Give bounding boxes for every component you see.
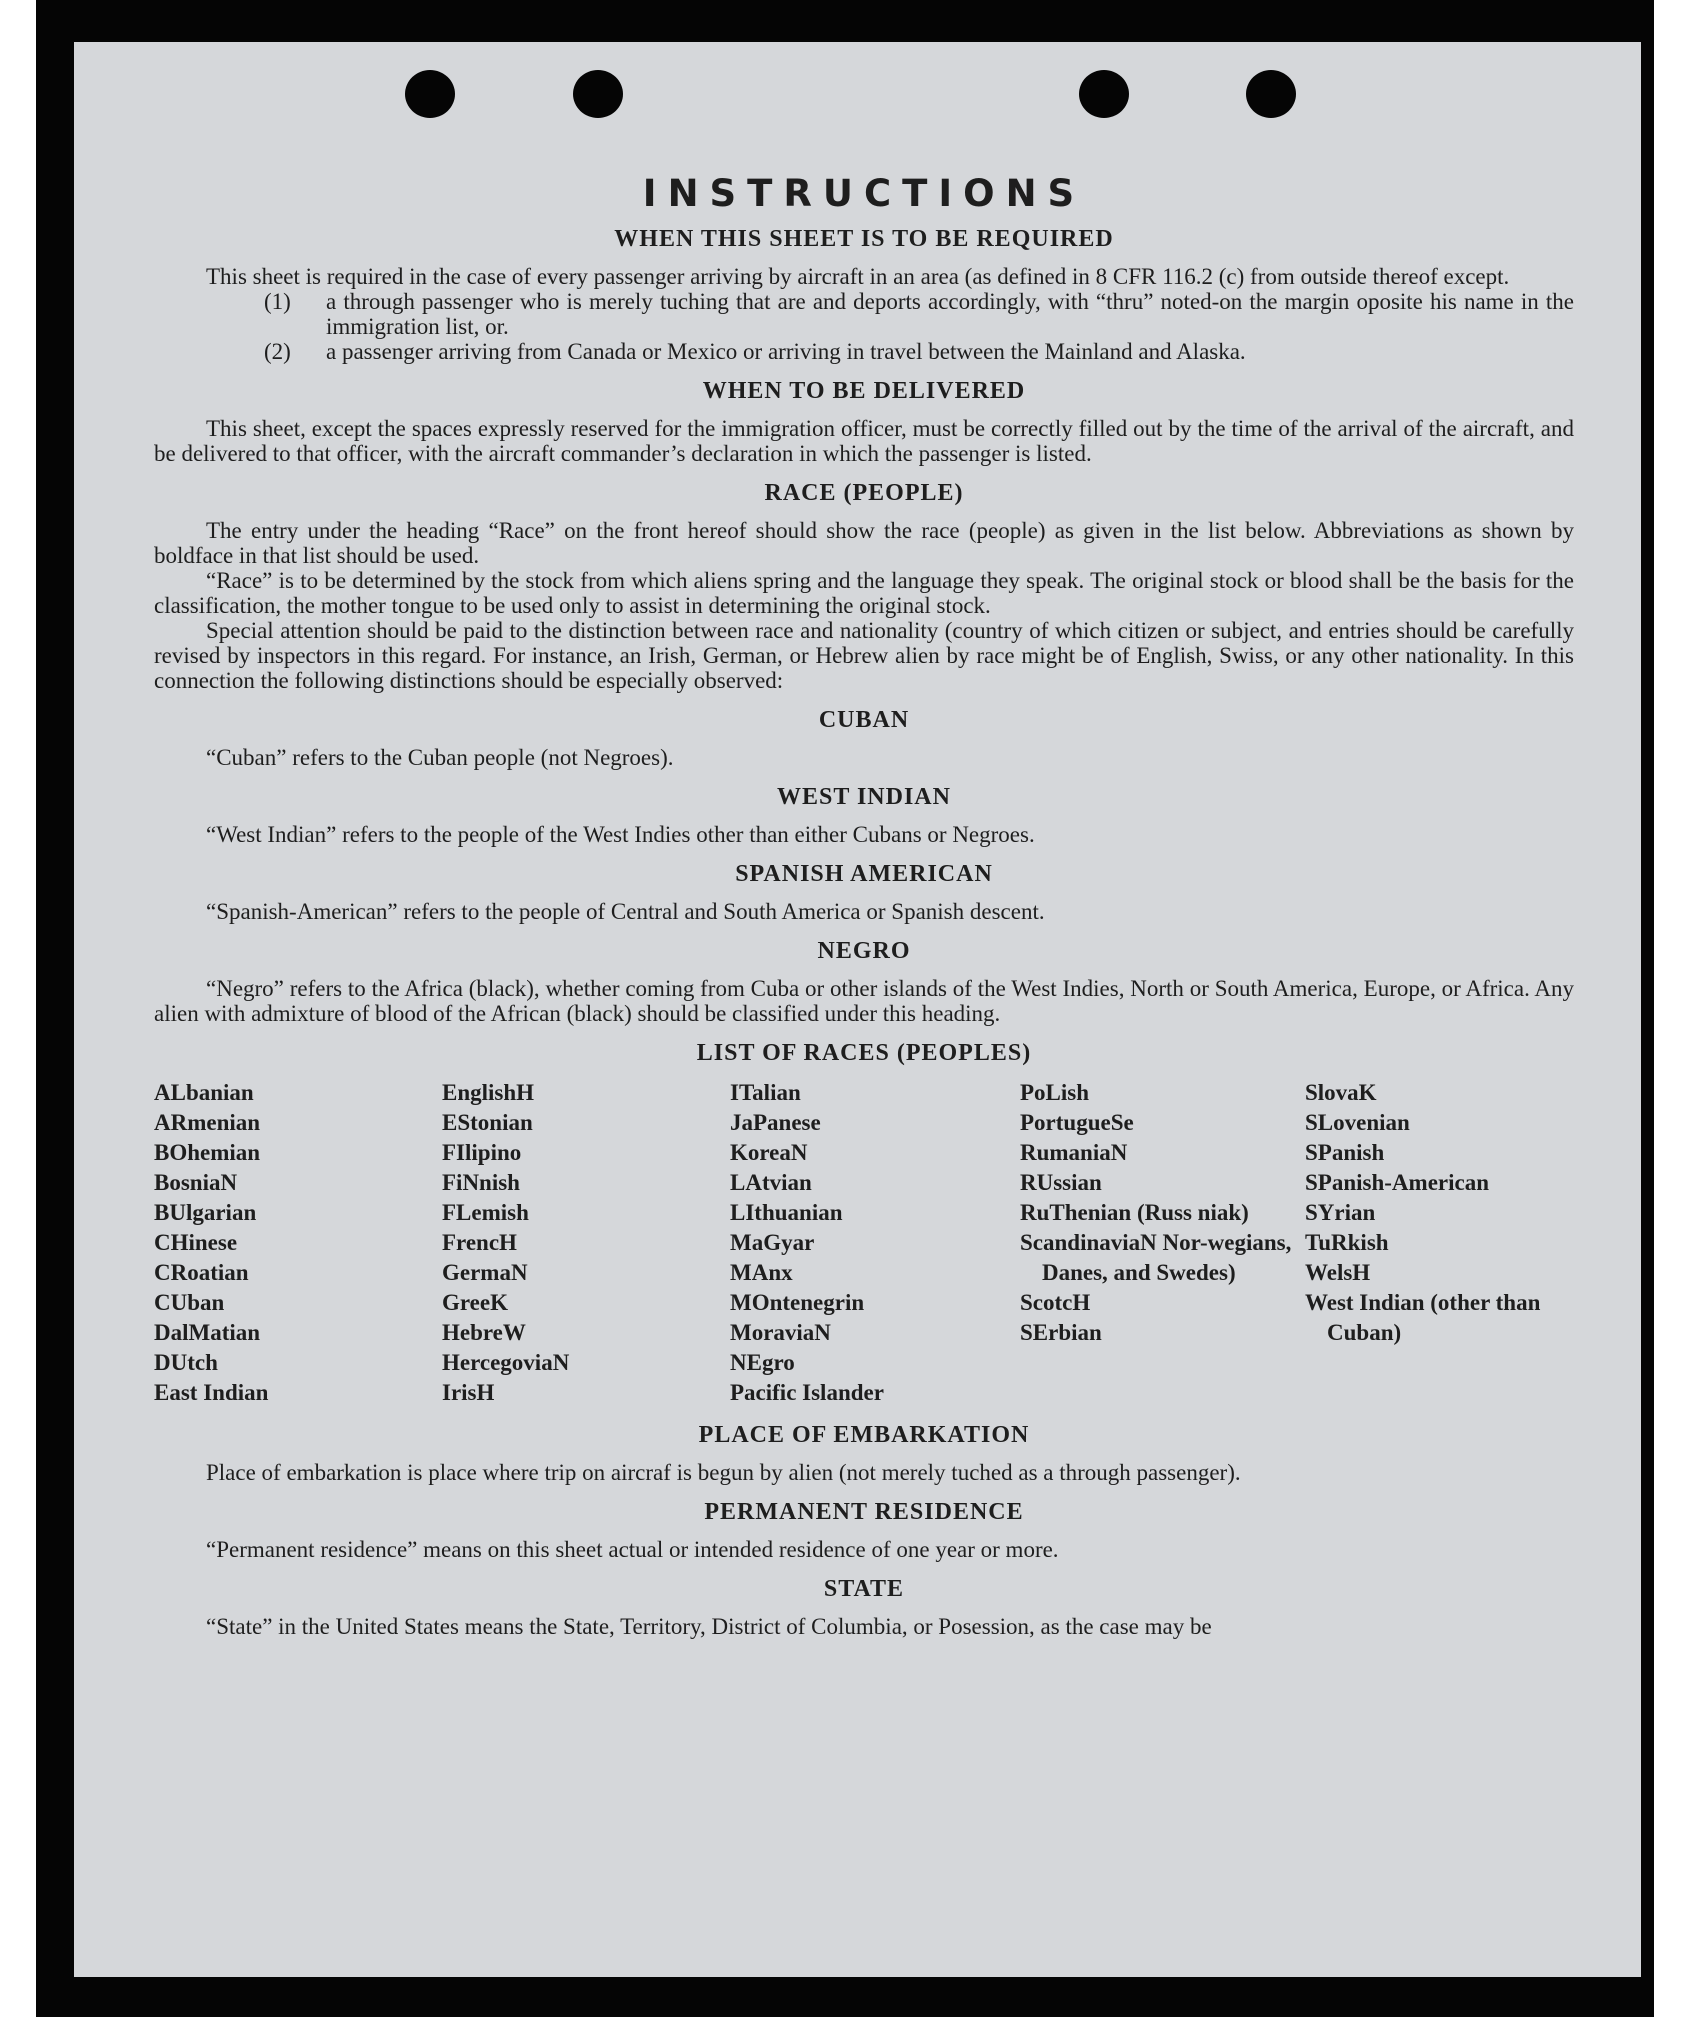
punch-hole-2 <box>573 70 623 118</box>
race-entry: RUssian <box>1020 1170 1102 1195</box>
race-entry: SlovaK <box>1305 1080 1377 1105</box>
exception-text: a through passenger who is merely tuching that are and deports accordingly, with “thru” noted-on the margin oposite his name in the immigration list, or. <box>326 289 1574 339</box>
spanish-american-text: “Spanish-American” refers to the people of Central and South America or Spanish descent. <box>206 899 1045 924</box>
race-entry: HercegoviaN <box>442 1350 570 1375</box>
heading-state: STATE <box>823 1576 905 1602</box>
race-paragraph-2: “Race” is to be determined by the stock from which aliens spring and the language they speak. The original stock or blood shall be the basis for the classification, the mother tongue to be used only to assist in determining the original stock. <box>154 568 1574 618</box>
heading-when-delivered: WHEN TO BE DELIVERED <box>702 378 1026 404</box>
race-entry: ScandinaviaN Nor-wegians, Danes, and Swedes) <box>1020 1230 1292 1285</box>
race-entry: ITalian <box>730 1080 801 1105</box>
race-entry: FIlipino <box>442 1140 522 1165</box>
document-sheet <box>74 42 1641 1977</box>
race-entry: SErbian <box>1020 1320 1102 1345</box>
race-paragraph-1: The entry under the heading “Race” on the front hereof should show the race (people) as given in the list below. Abbreviations as shown by boldface in that list should be used. <box>154 518 1574 568</box>
race-entry: Pacific Islander <box>730 1380 884 1405</box>
race-entry: CHinese <box>154 1230 238 1255</box>
race-entry: KoreaN <box>730 1140 808 1165</box>
heading-cuban: CUBAN <box>818 707 910 733</box>
race-entry: MOntenegrin <box>730 1290 865 1315</box>
race-entry: LAtvian <box>730 1170 812 1195</box>
race-entry: MAnx <box>730 1260 793 1285</box>
permanent-residence-text: “Permanent residence” means on this sheet actual or intended residence of one year or more. <box>206 1537 1059 1562</box>
punch-hole-1 <box>405 70 455 118</box>
west-indian-text: “West Indian” refers to the people of the West Indies other than either Cubans or Negroes. <box>206 822 1035 847</box>
races-column <box>442 1078 730 1408</box>
races-column <box>154 1078 442 1408</box>
heading-when-required: WHEN THIS SHEET IS TO BE REQUIRED <box>614 226 1114 252</box>
race-entry: RuThenian (Russ niak) <box>1020 1200 1249 1225</box>
race-entry: PortugueSe <box>1020 1110 1134 1135</box>
races-column <box>1020 1078 1305 1408</box>
heading-race: RACE (PEOPLE) <box>764 480 964 506</box>
race-entry: MaGyar <box>730 1230 815 1255</box>
heading-embarkation: PLACE OF EMBARKATION <box>698 1422 1030 1448</box>
embarkation-text: Place of embarkation is place where trip on aircraf is begun by alien (not merely tuched as a through passenger). <box>206 1460 1241 1485</box>
race-entry: MoraviaN <box>730 1320 831 1345</box>
state-text: “State” in the United States means the State, Territory, District of Columbia, or Posession, as the case may be <box>206 1614 1212 1639</box>
instructions-content <box>154 174 1574 1639</box>
race-entry: ARmenian <box>154 1110 261 1135</box>
race-entry: SLovenian <box>1305 1110 1410 1135</box>
exception-number: (1) <box>264 289 291 314</box>
heading-negro: NEGRO <box>817 938 911 964</box>
race-entry: SPanish-American <box>1305 1170 1489 1195</box>
race-entry: TuRkish <box>1305 1230 1389 1255</box>
race-entry: NEgro <box>730 1350 795 1375</box>
race-paragraph-3: Special attention should be paid to the distinction between race and nationality (country of which citizen or subject, and entries should be carefully revised by inspectors in this regard. For instance, an Irish, German, or Hebrew alien by race might be of English, Swiss, or any other nationality. In this connection the following distinctions should be especially observed: <box>154 618 1574 693</box>
race-entry: GreeK <box>442 1290 508 1315</box>
when-required-intro: This sheet is required in the case of every passenger arriving by aircraft in an area (as defined in 8 CFR 116.2 (c) from outside thereof except. <box>206 264 1510 289</box>
heading-spanish-american: SPANISH AMERICAN <box>735 861 993 887</box>
race-entry: ALbanian <box>154 1080 254 1105</box>
race-entry: EStonian <box>442 1110 533 1135</box>
races-column <box>1305 1078 1574 1408</box>
race-entry: FLemish <box>442 1200 529 1225</box>
race-entry: East Indian <box>154 1380 269 1405</box>
cuban-text: “Cuban” refers to the Cuban people (not Negroes). <box>206 745 674 770</box>
race-entry: JaPanese <box>730 1110 821 1135</box>
race-entry: BosniaN <box>154 1170 238 1195</box>
exception-text: a passenger arriving from Canada or Mexico or arriving in travel between the Mainland and Alaska. <box>326 339 1246 364</box>
race-entry: ScotcH <box>1020 1290 1091 1315</box>
race-entry: WelsH <box>1305 1260 1371 1285</box>
race-entry: HebreW <box>442 1320 526 1345</box>
when-delivered-text: This sheet, except the spaces expressly reserved for the immigration officer, must be correctly filled out by the time of the arrival of the aircraft, and be delivered to that officer, with the aircraft commander’s declaration in which the passenger is listed. <box>154 416 1574 466</box>
races-column <box>730 1078 1020 1408</box>
race-entry: SPanish <box>1305 1140 1385 1165</box>
negro-text: “Negro” refers to the Africa (black), whether coming from Cuba or other islands of the West Indies, North or South America, Europe, or Africa. Any alien with admixture of blood of the African (black) should be classified under this heading. <box>154 976 1574 1026</box>
races-list <box>154 1078 1574 1408</box>
race-entry: PoLish <box>1020 1080 1090 1105</box>
race-entry: BUlgarian <box>154 1200 257 1225</box>
exception-item-2 <box>154 339 1574 364</box>
page-title: INSTRUCTIONS <box>642 172 1086 215</box>
punch-hole-3 <box>1079 70 1129 118</box>
race-entry: CRoatian <box>154 1260 249 1285</box>
exception-item-1 <box>154 289 1574 339</box>
race-entry: West Indian (other than Cuban) <box>1305 1290 1541 1345</box>
race-entry: CUban <box>154 1290 225 1315</box>
race-entry: RumaniaN <box>1020 1140 1128 1165</box>
heading-west-indian: WEST INDIAN <box>777 784 951 810</box>
exception-number: (2) <box>264 339 291 364</box>
heading-list-of-races: LIST OF RACES (PEOPLES) <box>696 1040 1032 1066</box>
punch-hole-4 <box>1246 70 1296 118</box>
race-entry: BOhemian <box>154 1140 261 1165</box>
race-entry: DalMatian <box>154 1320 261 1345</box>
race-entry: FrencH <box>442 1230 517 1255</box>
race-entry: EnglishH <box>442 1080 535 1105</box>
race-entry: GermaN <box>442 1260 528 1285</box>
heading-permanent-residence: PERMANENT RESIDENCE <box>704 1499 1024 1525</box>
race-entry: SYrian <box>1305 1200 1376 1225</box>
race-entry: DUtch <box>154 1350 218 1375</box>
race-entry: FiNnish <box>442 1170 520 1195</box>
race-entry: LIthuanian <box>730 1200 843 1225</box>
race-entry: IrisH <box>442 1380 495 1405</box>
